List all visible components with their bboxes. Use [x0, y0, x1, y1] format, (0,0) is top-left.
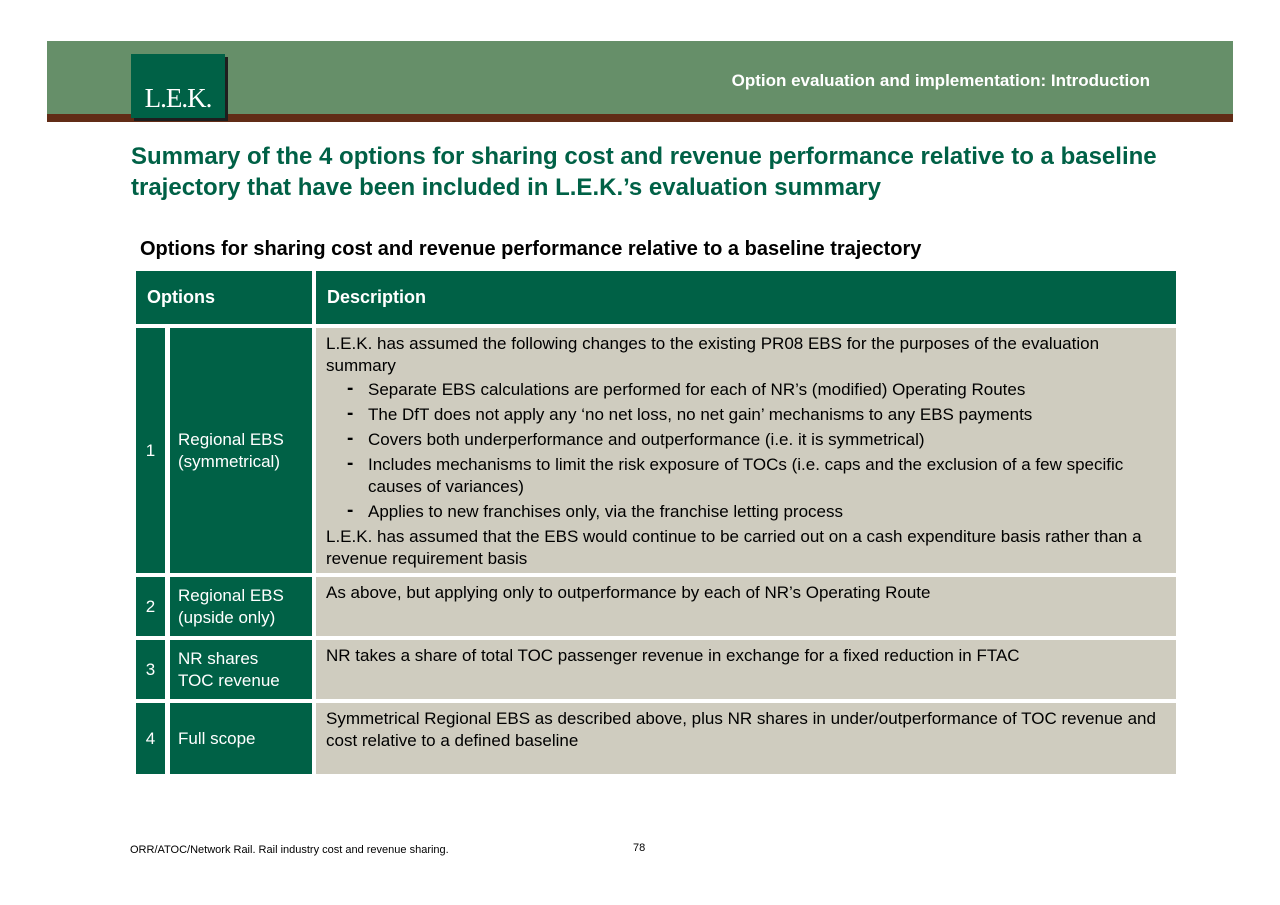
page-number: 78	[633, 842, 646, 854]
option-description: NR takes a share of total TOC passenger revenue in exchange for a fixed reduction in FTAC	[316, 640, 1176, 699]
option-description: As above, but applying only to outperformance by each of NR’s Operating Route	[316, 577, 1176, 636]
option-name	[170, 703, 312, 774]
description-outro: L.E.K. has assumed that the EBS would continue to be carried out on a cash expenditure basis rather than a revenue requirement basis	[326, 527, 1142, 568]
option-name-line: Regional EBS	[178, 429, 284, 449]
lek-logo	[131, 54, 225, 118]
description-intro: L.E.K. has assumed the following changes to the existing PR08 EBS for the purposes of the evaluation summary	[326, 334, 1100, 375]
option-name-line: Full scope	[178, 728, 256, 748]
bullet-item: - Applies to new franchises only, via the franchise letting process	[326, 501, 1166, 523]
table-title: Options for sharing cost and revenue performance relative to a baseline trajectory	[140, 238, 922, 260]
option-number: 2	[136, 577, 165, 636]
section-label: Option evaluation and implementation: Introduction	[731, 71, 1150, 90]
option-name-line: (upside only)	[178, 607, 276, 627]
bullet-item: - Includes mechanisms to limit the risk exposure of TOCs (i.e. caps and the exclusion of a few specific causes of variances)	[326, 454, 1166, 498]
page-title: Summary of the 4 options for sharing cost and revenue performance relative to a baseline trajectory that have been included in L.E.K.’s evaluation summary	[131, 143, 1157, 201]
option-name-line: (symmetrical)	[178, 451, 280, 471]
option-number: 1	[136, 328, 165, 573]
bullet-item: - Separate EBS calculations are performed for each of NR’s (modified) Operating Routes	[326, 379, 1166, 401]
header-options: Options	[136, 271, 312, 324]
description-bullets	[326, 379, 1166, 523]
option-description: Symmetrical Regional EBS as described above, plus NR shares in under/outperformance of TOC revenue and cost relative to a defined baseline	[316, 703, 1176, 774]
option-number: 3	[136, 640, 165, 699]
option-name	[170, 577, 312, 636]
option-name	[170, 640, 312, 699]
option-name-line: Regional EBS	[178, 585, 284, 605]
option-number: 4	[136, 703, 165, 774]
bullet-item: - The DfT does not apply any ‘no net loss, no net gain’ mechanisms to any EBS payments	[326, 404, 1166, 426]
option-description	[316, 328, 1176, 573]
option-name	[170, 328, 312, 573]
bullet-item: - Covers both underperformance and outperformance (i.e. it is symmetrical)	[326, 429, 1166, 451]
option-name-line: NR shares	[178, 648, 259, 668]
footer-source: ORR/ATOC/Network Rail. Rail industry cost and revenue sharing.	[130, 844, 449, 856]
logo-text: L.E.K.	[144, 83, 212, 113]
header-description: Description	[316, 271, 1176, 324]
option-name-line: TOC revenue	[178, 670, 280, 690]
